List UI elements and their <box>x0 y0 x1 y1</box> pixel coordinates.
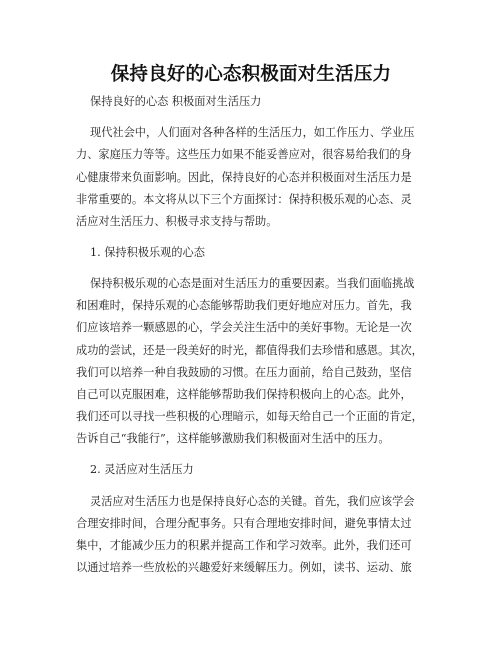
intro-line: 力、家庭压力等等。这些压力如果不能妥善应对，很容易给我们的身 <box>76 148 412 161</box>
section1-line: 我们可以培养一种自我鼓励的习惯。在压力面前，给自己鼓劲，坚信 <box>76 366 412 379</box>
section1-line: 成功的尝试，还是一段美好的时光，都值得我们去珍惜和感恩。其次， <box>76 344 423 357</box>
document-title: 保持良好的心态积极面对生活压力 <box>110 64 392 85</box>
section1-line: 我们还可以寻找一些积极的心理暗示，如每天给自己一个正面的肯定， <box>76 410 423 423</box>
section2-line: 集中，才能减少压力的积累并提高工作和学习效率。此外，我们还可 <box>76 539 412 552</box>
section1-line: 自己可以克服困难，这样能够帮助我们保持积极向上的心态。此外， <box>76 388 412 401</box>
document-subtitle: 保持良好的心态 积极面对生活压力 <box>90 95 262 108</box>
section2-line: 合理安排时间，合理分配事务。只有合理地安排时间，避免事情太过 <box>76 517 412 530</box>
section1-line: 保持积极乐观的心态是面对生活压力的重要因素。当我们面临挑战 <box>90 277 415 290</box>
intro-line: 现代社会中，人们面对各种各样的生活压力，如工作压力、学业压 <box>90 126 415 139</box>
section1-line: 告诉自己“我能行”，这样能够激励我们积极面对生活中的压力。 <box>76 432 390 445</box>
section1-line: 们应该培养一颗感恩的心，学会关注生活中的美好事物。无论是一次 <box>76 321 412 334</box>
section2-line: 灵活应对生活压力也是保持良好心态的关键。首先，我们应该学会 <box>90 495 415 508</box>
section2-line: 以通过培养一些放松的兴趣爱好来缓解压力。例如，读书、运动、旅 <box>76 561 412 574</box>
section-heading: 1. 保持积极乐观的心态 <box>90 246 205 259</box>
section-heading: 2. 灵活应对生活压力 <box>90 463 194 476</box>
intro-line: 心健康带来负面影响。因此，保持良好的心态并积极面对生活压力是 <box>76 171 412 184</box>
intro-line: 非常重要的。本文将从以下三个方面探讨：保持积极乐观的心态、灵 <box>76 193 412 206</box>
section1-line: 和困难时，保持乐观的心态能够帮助我们更好地应对压力。首先，我 <box>76 299 412 312</box>
intro-line: 活应对生活压力、积极寻求支持与帮助。 <box>76 215 278 228</box>
